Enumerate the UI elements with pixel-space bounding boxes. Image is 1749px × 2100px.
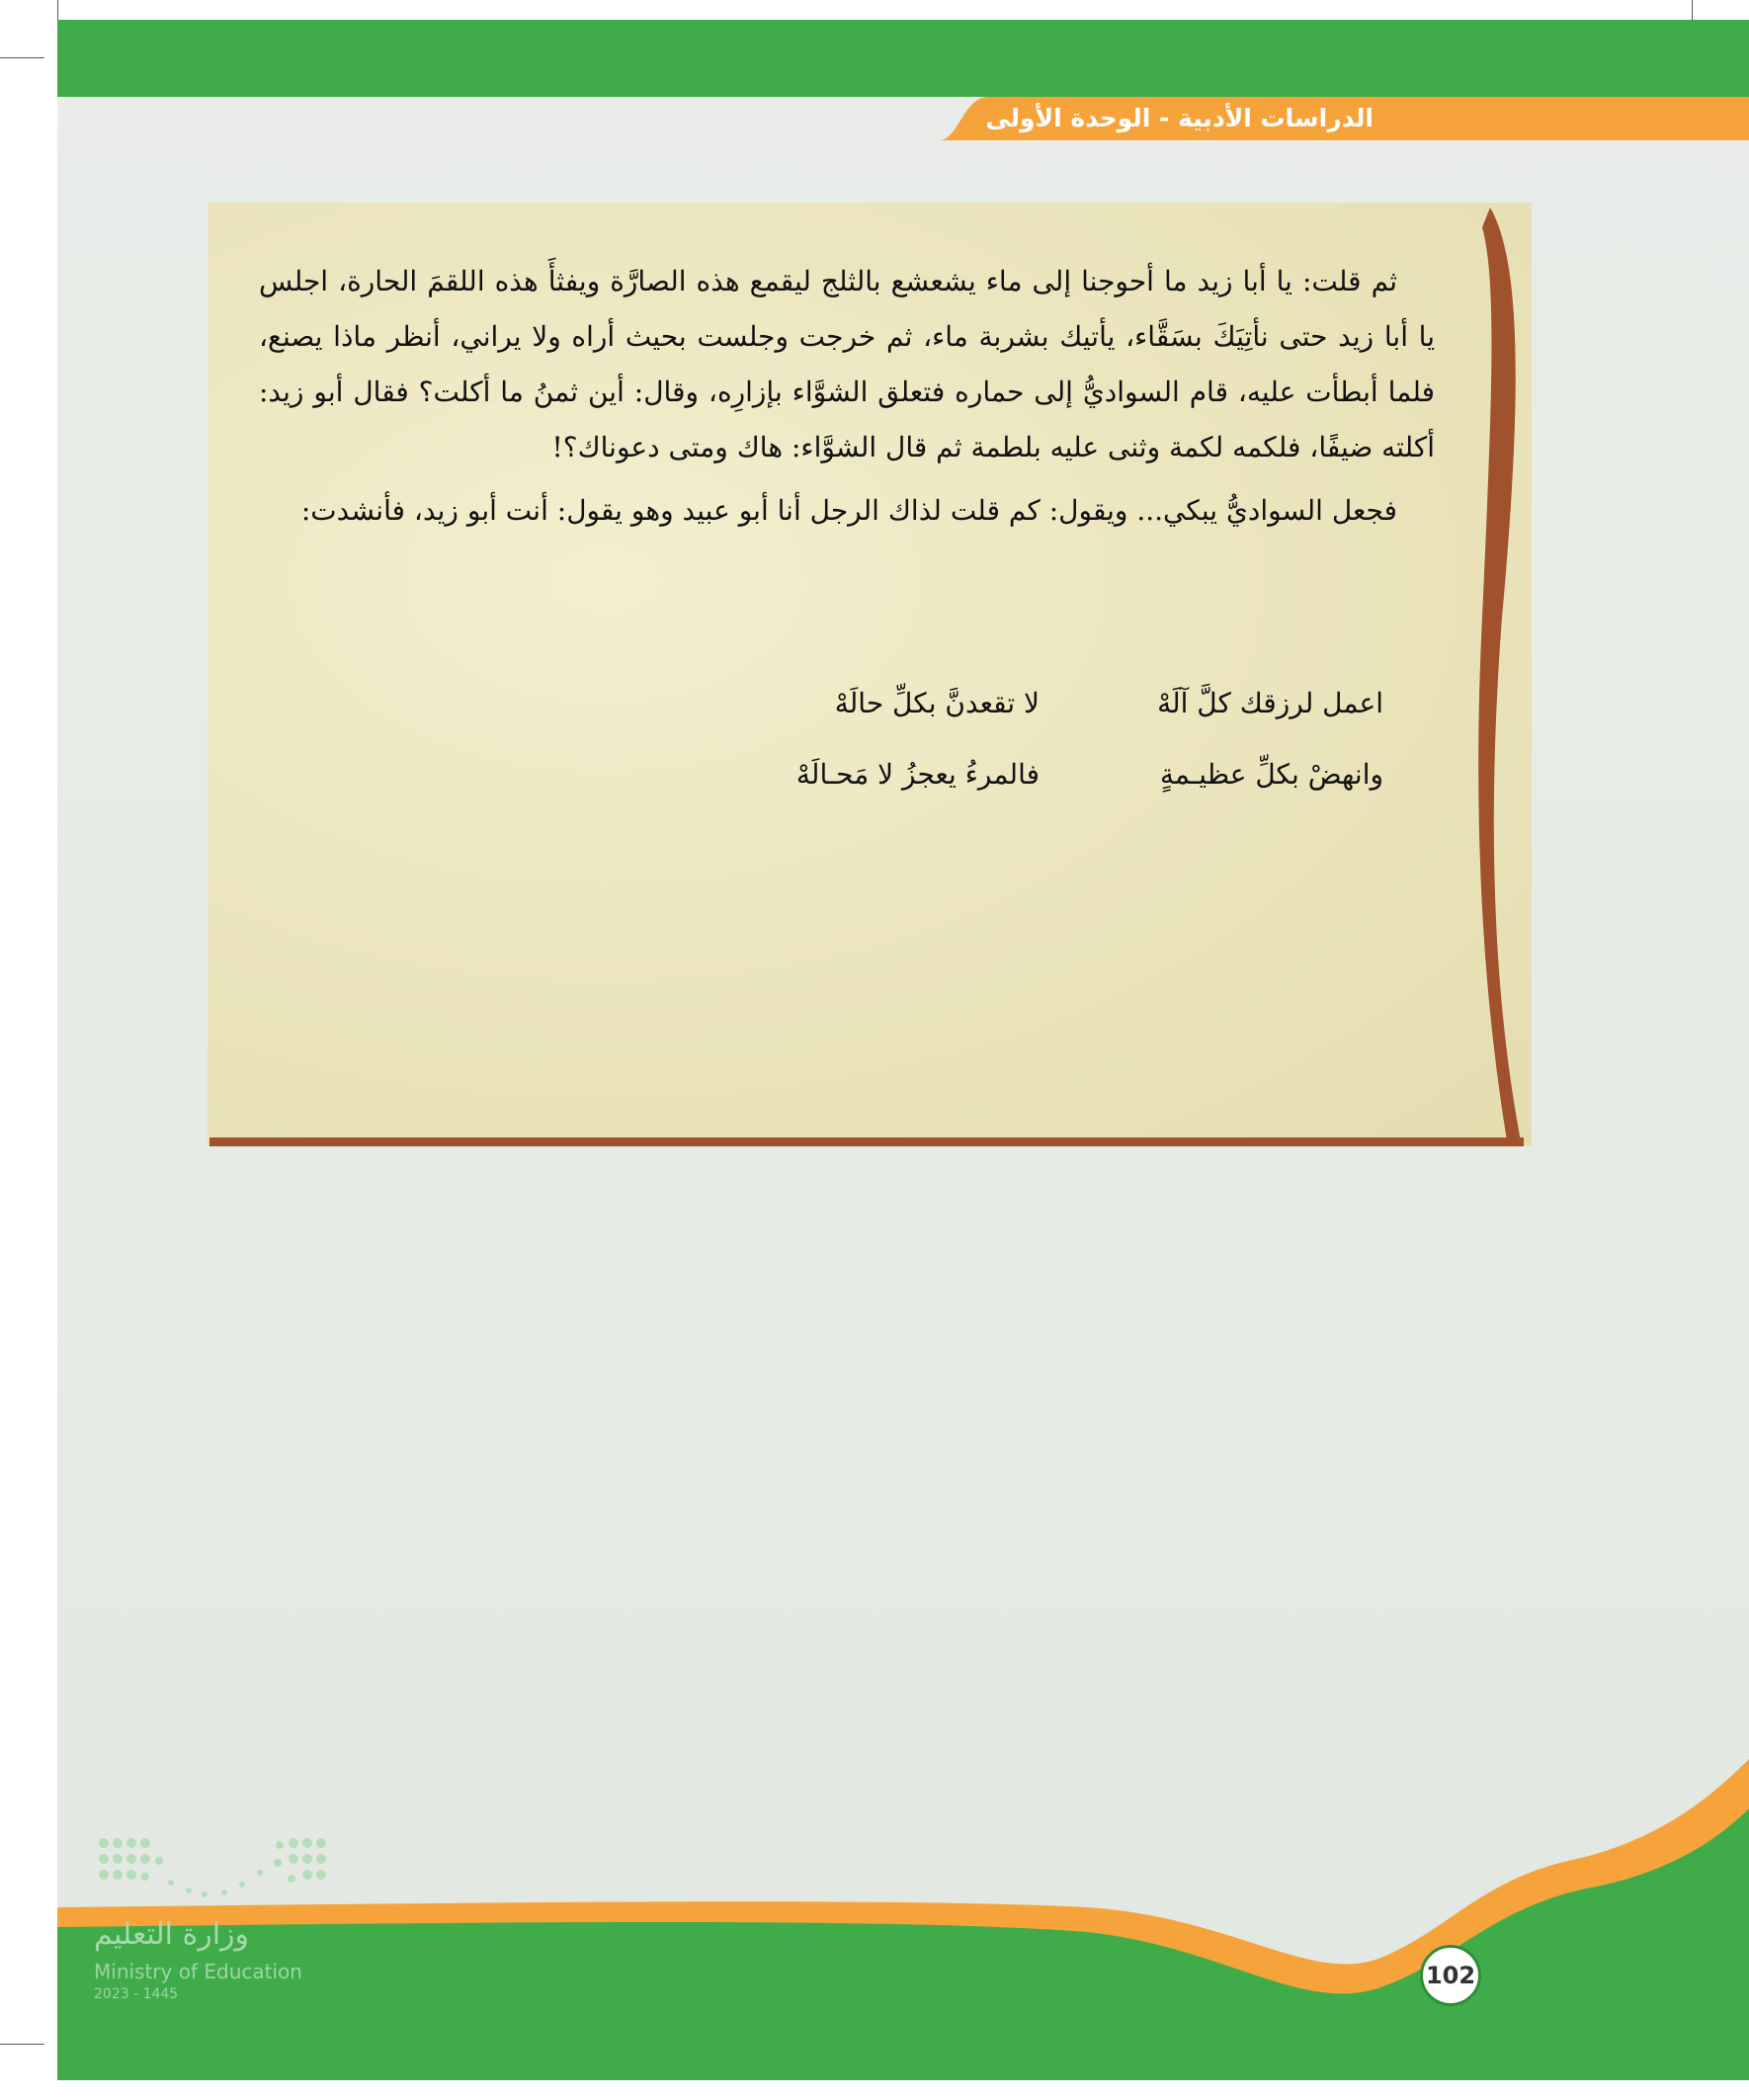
page-number: 102 <box>1420 1945 1481 2006</box>
paragraph: ثم قلت: يا أبا زيد ما أحوجنا إلى ماء يشعشع بالثلج ليقمع هذه الصارَّة ويفثأَ هذه اللقمَ الحارة، اجلس يا أبا زيد حتى نأتِيَكَ بسَقَّاء، يأتيك بشربة ماء، ثم خرجت وجلست بحيث أراه ولا يراني، أنظر ماذا يصنع، فلما أبطأت عليه، قام السواديُّ إلى حماره فتعلق الشوَّاء بإزارِه، وقال: أين ثمنُ ما أكلت؟ فقال أبو زيد: أكلته ضيفًا، فلكمه لكمة وثنى عليه بلطمة ثم قال الشوَّاء: هاك ومتى دعوناك؟! <box>259 265 1435 463</box>
ministry-year: 2023 - 1445 <box>94 1986 179 2002</box>
ministry-name-english: Ministry of Education <box>94 1960 302 1983</box>
ministry-name-arabic: وزارة التعليم <box>94 1917 250 1952</box>
verse-second-hemistich: فالمرءُ يعجزُ لا مَحـالَهْ <box>795 758 1040 791</box>
verse-first-hemistich: وانهضْ بكلِّ عظيـمةٍ <box>1159 758 1383 791</box>
verse-second-hemistich: لا تقعدنَّ بكلِّ حالَهْ <box>834 687 1040 719</box>
ministry-logo-icon <box>94 1804 341 1981</box>
unit-title: الدراسات الأدبية - الوحدة الأولى <box>985 104 1374 132</box>
verse-first-hemistich: اعمل لرزقك كلَّ آلَهْ <box>1157 687 1383 719</box>
paragraph: فجعل السواديُّ يبكي... ويقول: كم قلت لذاك الرجل أنا أبو عبيد وهو يقول: أنت أبو زيد، فأنشدت: <box>300 494 1397 527</box>
